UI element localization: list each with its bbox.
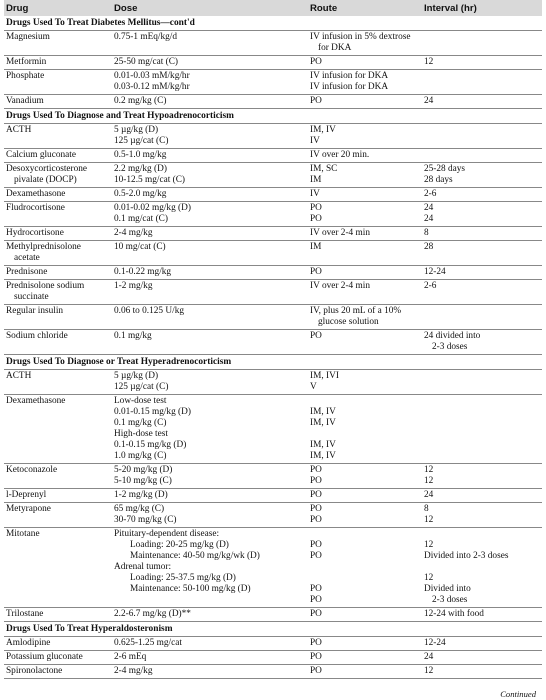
cell-line: 2.2-6.7 mg/kg (D)**: [114, 609, 191, 619]
cell-line: Amlodipine: [6, 638, 51, 648]
cell-line: Pituitary-dependent disease:: [114, 529, 220, 539]
cell-line: 0.1 mg/cat (C): [114, 214, 168, 224]
cell-route: [308, 124, 422, 149]
section-header: [4, 622, 542, 637]
cell-line: pivalate (DOCP): [14, 175, 77, 185]
table-body: [4, 16, 542, 679]
cell-route: [308, 266, 422, 280]
cell-line: Dexamethasone: [6, 189, 66, 199]
cell-drug: [4, 637, 112, 651]
cell-drug: [4, 70, 112, 95]
cell-interval: [422, 330, 542, 355]
cell-drug: [4, 651, 112, 665]
cell-line: Maintenance: 50-100 mg/kg (D): [130, 584, 251, 594]
cell-line: 0.5-2.0 mg/kg: [114, 189, 167, 199]
cell-line: [310, 396, 420, 407]
cell-line: acetate: [14, 253, 40, 263]
cell-drug: [4, 95, 112, 109]
cell-line: 0.01-0.03 mM/kg/hr: [114, 71, 190, 81]
cell-line: IM, IV: [310, 440, 336, 450]
cell-line: Metformin: [6, 57, 47, 67]
cell-line: Sodium chloride: [6, 331, 68, 341]
table-row: [4, 227, 542, 241]
cell-line: 0.1-0.22 mg/kg: [114, 267, 172, 277]
cell-interval: [422, 70, 542, 95]
cell-line: IM, SC: [310, 164, 338, 174]
cell-line: 125 µg/cat (C): [114, 382, 169, 392]
cell-drug: [4, 202, 112, 227]
cell-drug: [4, 370, 112, 395]
cell-line: 12: [424, 465, 434, 475]
cell-line: ACTH: [6, 125, 32, 135]
cell-route: [308, 489, 422, 503]
cell-line: Desoxycorticosterone: [6, 164, 88, 174]
cell-line: 12-24: [424, 638, 446, 648]
cell-line: Phosphate: [6, 71, 45, 81]
cell-interval: [422, 31, 542, 56]
table-row: [4, 241, 542, 266]
cell-line: PO: [310, 609, 322, 619]
cell-line: 2-4 mg/kg: [114, 666, 153, 676]
table-row: [4, 395, 542, 464]
cell-dose: [112, 528, 308, 608]
cell-line: 28: [424, 242, 434, 252]
table-row: [4, 651, 542, 665]
cell-route: [308, 227, 422, 241]
table-row: [4, 202, 542, 227]
cell-dose: [112, 241, 308, 266]
cell-line: Metyrapone: [6, 504, 51, 514]
cell-line: PO: [310, 551, 322, 561]
cell-line: PO: [310, 515, 322, 525]
cell-dose: [112, 188, 308, 202]
cell-drug: [4, 280, 112, 305]
cell-dose: [112, 227, 308, 241]
cell-interval: [422, 489, 542, 503]
cell-interval: [422, 95, 542, 109]
table-row: [4, 489, 542, 503]
cell-line: 12-24 with food: [424, 609, 484, 619]
cell-interval: [422, 266, 542, 280]
cell-drug: [4, 149, 112, 163]
cell-dose: [112, 503, 308, 528]
cell-line: Loading: 20-25 mg/kg (D): [130, 540, 229, 550]
cell-line: 5 µg/kg (D): [114, 371, 159, 381]
cell-line: IM, IVI: [310, 371, 339, 381]
table-row: [4, 280, 542, 305]
cell-dose: [112, 280, 308, 305]
cell-line: 12: [424, 57, 434, 67]
cell-line: 65 mg/kg (C): [114, 504, 165, 514]
cell-line: IV over 20 min.: [310, 150, 370, 160]
cell-line: Potassium gluconate: [6, 652, 83, 662]
cell-route: [308, 305, 422, 330]
cell-route: [308, 95, 422, 109]
cell-dose: [112, 70, 308, 95]
cell-line: Prednisone: [6, 267, 48, 277]
cell-line: 0.75-1 mEq/kg/d: [114, 32, 178, 42]
cell-dose: [112, 305, 308, 330]
cell-line: IM, IV: [310, 451, 336, 461]
cell-line: PO: [310, 214, 322, 224]
cell-line: [310, 573, 420, 584]
cell-line: PO: [310, 476, 322, 486]
section-title: Drugs Used To Diagnose or Treat Hyperadrenocorticism: [4, 355, 542, 370]
cell-interval: [422, 227, 542, 241]
cell-interval: [422, 608, 542, 622]
cell-line: ACTH: [6, 371, 32, 381]
cell-line: Regular insulin: [6, 306, 64, 316]
cell-line: 0.01-0.02 mg/kg (D): [114, 203, 191, 213]
table-row: [4, 637, 542, 651]
cell-line: 2.2 mg/kg (D): [114, 164, 167, 174]
cell-interval: [422, 370, 542, 395]
cell-route: [308, 665, 422, 679]
cell-line: Calcium gluconate: [6, 150, 76, 160]
cell-line: Ketoconazole: [6, 465, 58, 475]
cell-dose: [112, 395, 308, 464]
cell-line: PO: [310, 540, 322, 550]
cell-route: [308, 56, 422, 70]
cell-line: 1-2 mg/kg (D): [114, 490, 168, 500]
cell-interval: [422, 651, 542, 665]
cell-route: [308, 70, 422, 95]
cell-line: 12: [424, 540, 434, 550]
cell-drug: [4, 464, 112, 489]
cell-line: PO: [310, 504, 322, 514]
continued-note: Continued: [500, 689, 536, 699]
cell-line: PO: [310, 465, 322, 475]
table-row: [4, 305, 542, 330]
table-row: [4, 266, 542, 280]
cell-drug: [4, 188, 112, 202]
cell-line: 5-10 mg/kg (C): [114, 476, 172, 486]
cell-line: Fludrocortisone: [6, 203, 65, 213]
cell-route: [308, 370, 422, 395]
cell-interval: [422, 280, 542, 305]
cell-line: glucose solution: [318, 317, 379, 327]
cell-line: IV: [310, 136, 320, 146]
drug-table-page: [4, 0, 542, 699]
cell-line: 5 µg/kg (D): [114, 125, 159, 135]
cell-interval: [422, 665, 542, 679]
cell-line: 2-6 mEq: [114, 652, 147, 662]
cell-interval: [422, 202, 542, 227]
cell-route: [308, 280, 422, 305]
cell-line: PO: [310, 331, 322, 341]
cell-route: [308, 330, 422, 355]
cell-dose: [112, 665, 308, 679]
cell-line: 12: [424, 666, 434, 676]
cell-line: IV infusion for DKA: [310, 71, 389, 81]
cell-dose: [112, 31, 308, 56]
cell-line: 25-50 mg/cat (C): [114, 57, 179, 67]
cell-line: 2-3 doses: [432, 342, 468, 352]
table-row: [4, 503, 542, 528]
cell-line: 24: [424, 203, 434, 213]
cell-line: 12: [424, 515, 434, 525]
cell-line: Trilostane: [6, 609, 44, 619]
cell-dose: [112, 202, 308, 227]
cell-line: 0.01-0.15 mg/kg (D): [114, 407, 191, 417]
table-row: [4, 665, 542, 679]
cell-route: [308, 149, 422, 163]
cell-drug: [4, 395, 112, 464]
cell-line: IM: [310, 175, 322, 185]
table-row: [4, 608, 542, 622]
cell-line: 10-12.5 mg/cat (C): [114, 175, 186, 185]
table-row: [4, 70, 542, 95]
cell-line: 28 days: [424, 175, 453, 185]
cell-line: [424, 562, 540, 573]
cell-route: [308, 163, 422, 188]
cell-interval: [422, 163, 542, 188]
cell-drug: [4, 330, 112, 355]
header-interval: Interval (hr): [422, 0, 542, 16]
section-title: Drugs Used To Treat Diabetes Mellitus—cont'd: [4, 16, 542, 31]
cell-line: 30-70 mg/kg (C): [114, 515, 177, 525]
cell-line: Maintenance: 40-50 mg/kg/wk (D): [130, 551, 260, 561]
cell-line: Prednisolone sodium: [6, 281, 85, 291]
cell-line: [114, 595, 306, 606]
cell-drug: [4, 489, 112, 503]
cell-line: PO: [310, 96, 322, 106]
cell-line: [310, 429, 420, 440]
cell-drug: [4, 163, 112, 188]
cell-line: High-dose test: [114, 429, 168, 439]
cell-line: Methylprednisolone: [6, 242, 81, 252]
cell-line: 0.1 mg/kg (C): [114, 418, 167, 428]
cell-interval: [422, 528, 542, 608]
cell-line: 2-3 doses: [432, 595, 468, 605]
cell-line: Adrenal tumor:: [114, 562, 172, 572]
cell-line: IV infusion for DKA: [310, 82, 389, 92]
cell-line: 5-20 mg/kg (D): [114, 465, 173, 475]
cell-line: 2-4 mg/kg: [114, 228, 153, 238]
cell-line: Mitotane: [6, 529, 40, 539]
cell-line: 0.06 to 0.125 U/kg: [114, 306, 184, 316]
cell-line: succinate: [14, 292, 49, 302]
cell-line: 24: [424, 96, 434, 106]
cell-line: IV infusion in 5% dextrose: [310, 32, 411, 42]
cell-line: Divided into 2-3 doses: [424, 551, 509, 561]
table-row: [4, 95, 542, 109]
cell-interval: [422, 56, 542, 70]
cell-line: 24 divided into: [424, 331, 481, 341]
header-dose: Dose: [112, 0, 308, 16]
table-row: [4, 370, 542, 395]
cell-line: 0.5-1.0 mg/kg: [114, 150, 167, 160]
cell-line: 125 µg/cat (C): [114, 136, 169, 146]
cell-drug: [4, 503, 112, 528]
cell-interval: [422, 124, 542, 149]
cell-interval: [422, 637, 542, 651]
cell-line: 0.1-0.15 mg/kg (D): [114, 440, 187, 450]
cell-dose: [112, 124, 308, 149]
cell-route: [308, 241, 422, 266]
cell-line: 24: [424, 214, 434, 224]
cell-route: [308, 503, 422, 528]
cell-drug: [4, 266, 112, 280]
cell-interval: [422, 503, 542, 528]
table-row: [4, 124, 542, 149]
cell-dose: [112, 608, 308, 622]
header-drug: Drug: [4, 0, 112, 16]
cell-line: IV over 2-4 min: [310, 228, 370, 238]
cell-line: 12-24: [424, 267, 446, 277]
cell-line: 24: [424, 490, 434, 500]
table-row: [4, 163, 542, 188]
table-row: [4, 330, 542, 355]
cell-dose: [112, 651, 308, 665]
cell-interval: [422, 464, 542, 489]
cell-line: 8: [424, 504, 429, 514]
cell-line: IV over 2-4 min: [310, 281, 370, 291]
cell-line: IV, plus 20 mL of a 10%: [310, 306, 402, 316]
cell-line: PO: [310, 595, 322, 605]
cell-line: 10 mg/cat (C): [114, 242, 166, 252]
cell-interval: [422, 188, 542, 202]
cell-line: [310, 562, 420, 573]
cell-line: l-Deprenyl: [6, 490, 47, 500]
table-header-row: [4, 0, 542, 16]
cell-line: 1-2 mg/kg: [114, 281, 153, 291]
section-title: Drugs Used To Treat Hyperaldosteronism: [4, 622, 542, 637]
cell-line: Magnesium: [6, 32, 50, 42]
cell-interval: [422, 395, 542, 464]
cell-line: 24: [424, 652, 434, 662]
cell-route: [308, 464, 422, 489]
cell-line: 25-28 days: [424, 164, 466, 174]
cell-dose: [112, 149, 308, 163]
cell-dose: [112, 163, 308, 188]
table-row: [4, 528, 542, 608]
cell-route: [308, 202, 422, 227]
cell-interval: [422, 305, 542, 330]
cell-line: PO: [310, 490, 322, 500]
cell-dose: [112, 56, 308, 70]
cell-drug: [4, 241, 112, 266]
cell-line: IM, IV: [310, 418, 336, 428]
cell-line: Loading: 25-37.5 mg/kg (D): [130, 573, 236, 583]
cell-interval: [422, 149, 542, 163]
cell-interval: [422, 241, 542, 266]
cell-line: Divided into: [424, 584, 471, 594]
cell-drug: [4, 608, 112, 622]
cell-line: 2-6: [424, 281, 437, 291]
cell-line: PO: [310, 203, 322, 213]
cell-line: 0.2 mg/kg (C): [114, 96, 167, 106]
cell-dose: [112, 370, 308, 395]
cell-line: V: [310, 382, 317, 392]
cell-line: IM, IV: [310, 407, 336, 417]
cell-line: Spironolactone: [6, 666, 63, 676]
cell-line: [310, 529, 420, 540]
cell-drug: [4, 305, 112, 330]
cell-line: 2-6: [424, 189, 437, 199]
cell-route: [308, 651, 422, 665]
cell-route: [308, 528, 422, 608]
header-route: Route: [308, 0, 422, 16]
cell-line: PO: [310, 638, 322, 648]
drug-dosage-table: [4, 0, 542, 679]
cell-line: IM, IV: [310, 125, 336, 135]
cell-line: PO: [310, 57, 322, 67]
cell-line: 1.0 mg/kg (C): [114, 451, 167, 461]
cell-dose: [112, 464, 308, 489]
cell-dose: [112, 637, 308, 651]
cell-drug: [4, 665, 112, 679]
cell-line: PO: [310, 267, 322, 277]
table-row: [4, 188, 542, 202]
section-title: Drugs Used To Diagnose and Treat Hypoadrenocorticism: [4, 109, 542, 124]
cell-line: PO: [310, 666, 322, 676]
cell-line: for DKA: [318, 43, 352, 53]
section-header: [4, 355, 542, 370]
table-row: [4, 56, 542, 70]
cell-line: Dexamethasone: [6, 396, 66, 406]
cell-route: [308, 608, 422, 622]
cell-route: [308, 31, 422, 56]
cell-line: Hydrocortisone: [6, 228, 64, 238]
cell-line: 0.03-0.12 mM/kg/hr: [114, 82, 190, 92]
cell-route: [308, 395, 422, 464]
cell-dose: [112, 489, 308, 503]
cell-line: 0.1 mg/kg: [114, 331, 152, 341]
cell-line: [424, 529, 540, 540]
cell-line: 8: [424, 228, 429, 238]
cell-drug: [4, 528, 112, 608]
cell-line: Low-dose test: [114, 396, 167, 406]
cell-dose: [112, 95, 308, 109]
cell-drug: [4, 227, 112, 241]
cell-drug: [4, 124, 112, 149]
cell-dose: [112, 330, 308, 355]
cell-route: [308, 188, 422, 202]
table-row: [4, 464, 542, 489]
table-row: [4, 31, 542, 56]
cell-line: PO: [310, 652, 322, 662]
cell-dose: [112, 266, 308, 280]
cell-drug: [4, 56, 112, 70]
cell-line: IV: [310, 189, 320, 199]
cell-route: [308, 637, 422, 651]
cell-drug: [4, 31, 112, 56]
cell-line: PO: [310, 584, 322, 594]
section-header: [4, 16, 542, 31]
cell-line: 12: [424, 573, 434, 583]
cell-line: 12: [424, 476, 434, 486]
table-row: [4, 149, 542, 163]
cell-line: 0.625-1.25 mg/cat: [114, 638, 182, 648]
cell-line: Vanadium: [6, 96, 44, 106]
cell-line: IM: [310, 242, 322, 252]
section-header: [4, 109, 542, 124]
